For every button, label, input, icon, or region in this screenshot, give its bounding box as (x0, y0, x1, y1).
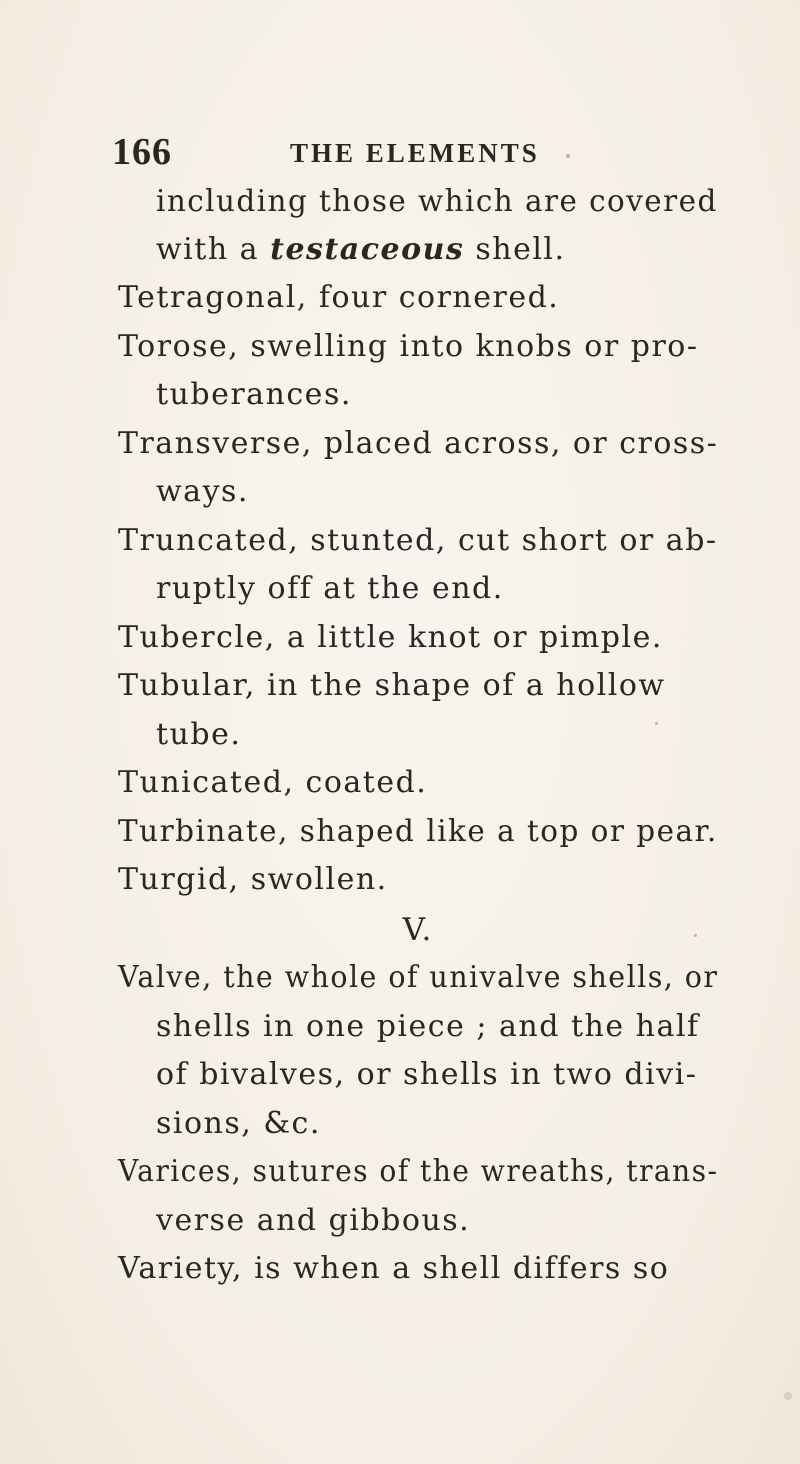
running-title: THE ELEMENTS (290, 138, 540, 168)
glossary-entry: Tubular, in the shape of a hollow (118, 668, 666, 703)
paper-speck (694, 934, 697, 937)
text-line: ways. (156, 474, 249, 509)
text-line (156, 232, 566, 267)
text-line: including those which are covered (156, 184, 718, 219)
glossary-entry: Varices, sutures of the wreaths, trans- (118, 1154, 719, 1189)
paper-speck (566, 154, 570, 158)
text-line: of bivalves, or shells in two divi- (156, 1057, 698, 1092)
glossary-entry: Variety, is when a shell differs so (118, 1251, 670, 1286)
text-line: tube. (156, 717, 242, 752)
text-line: shells in one piece ; and the half (156, 1009, 700, 1044)
glossary-entry: Valve, the whole of univalve shells, or (118, 960, 719, 995)
glossary-entry: Torose, swelling into knobs or pro- (118, 329, 699, 364)
italic-term: testaceous (270, 232, 465, 267)
line-prefix: with a (156, 232, 271, 267)
glossary-entry: Transverse, placed across, or cross- (118, 426, 719, 461)
glossary-entry: Tetragonal, four cornered. (118, 280, 560, 315)
glossary-entry: Tunicated, coated. (118, 765, 428, 800)
text-line: verse and gibbous. (156, 1203, 471, 1238)
page-number: 166 (112, 131, 172, 173)
text-line: tuberances. (156, 377, 352, 412)
glossary-entry: Truncated, stunted, cut short or ab- (118, 523, 718, 558)
running-head (112, 130, 712, 180)
text-line: sions, &c. (156, 1106, 321, 1141)
glossary-entry: Turbinate, shaped like a top or pear. (118, 814, 718, 849)
text-line: ruptly off at the end. (156, 571, 504, 606)
paper-speck (655, 722, 658, 725)
glossary-entry: Turgid, swollen. (118, 862, 388, 897)
line-suffix: shell. (464, 232, 566, 267)
section-letter: V. (402, 912, 434, 948)
glossary-entry: Tubercle, a little knot or pimple. (118, 620, 663, 655)
paper-speck (784, 1392, 792, 1400)
